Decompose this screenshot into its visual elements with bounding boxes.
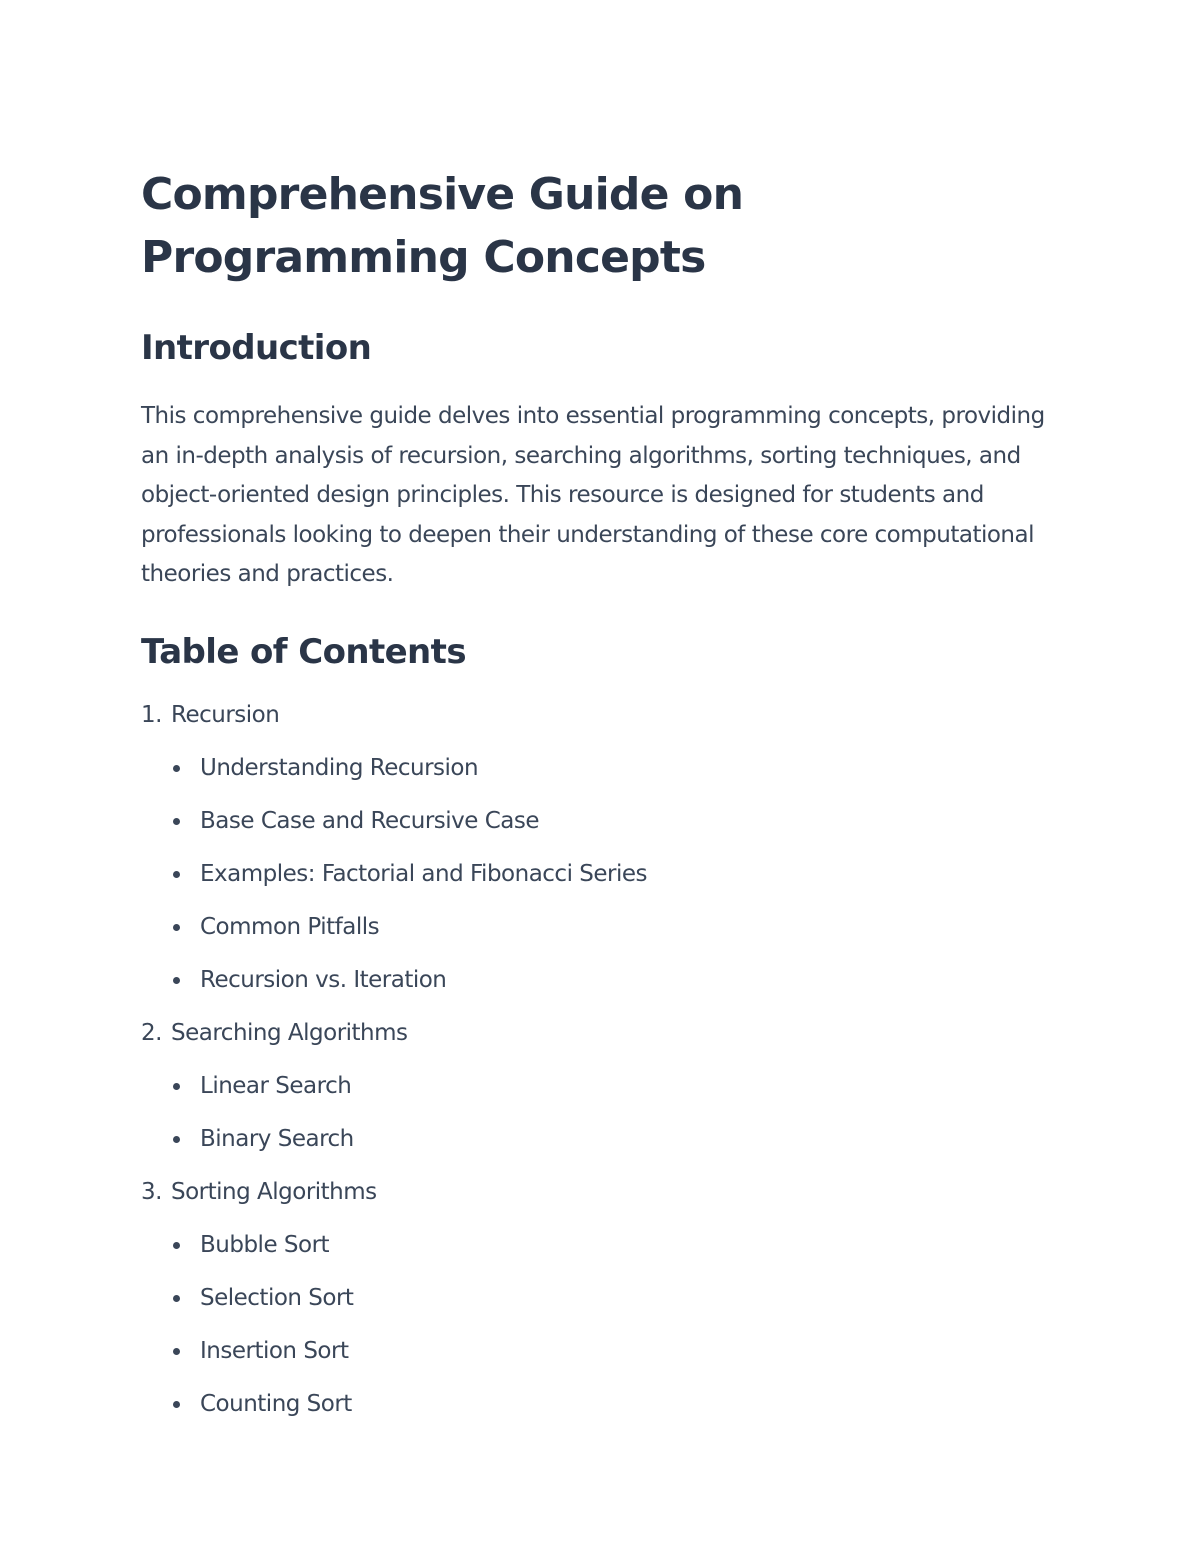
bullet-icon (173, 818, 180, 825)
toc-item (141, 1280, 1061, 1333)
toc-item-label: Recursion vs. Iteration (200, 966, 447, 993)
toc-item (141, 803, 1061, 856)
document-title: Comprehensive Guide on Programming Concepts (141, 169, 744, 283)
bullet-icon (173, 765, 180, 772)
toc-section-sorting-algorithms (141, 1174, 1061, 1439)
toc-section-recursion (141, 697, 1061, 1015)
toc-item-label: Understanding Recursion (200, 754, 479, 781)
bullet-icon (173, 1136, 180, 1143)
toc-item-label: Insertion Sort (200, 1337, 349, 1364)
document-page (141, 163, 1061, 1439)
toc-sublist (141, 1227, 1061, 1439)
toc-item (141, 909, 1061, 962)
toc-item-label: Selection Sort (200, 1284, 354, 1311)
toc-item-label: Binary Search (200, 1125, 354, 1152)
toc-section-title: Recursion (171, 701, 280, 728)
toc-item-label: Common Pitfalls (200, 913, 380, 940)
toc-item (141, 1121, 1061, 1174)
toc-section-searching-algorithms (141, 1015, 1061, 1174)
toc-item-label: Bubble Sort (200, 1231, 330, 1258)
toc-item-label: Examples: Factorial and Fibonacci Series (200, 860, 648, 887)
toc-section-number: 1. (141, 701, 162, 728)
toc-item (141, 1333, 1061, 1386)
table-of-contents-heading: Table of Contents (141, 631, 466, 672)
bullet-icon (173, 924, 180, 931)
toc-item (141, 1386, 1061, 1439)
bullet-icon (173, 1083, 180, 1090)
bullet-icon (173, 977, 180, 984)
toc-sublist (141, 750, 1061, 1015)
toc-item-label: Counting Sort (200, 1390, 352, 1417)
toc-section-title: Sorting Algorithms (171, 1178, 377, 1205)
toc-item (141, 750, 1061, 803)
bullet-icon (173, 1242, 180, 1249)
bullet-icon (173, 1348, 180, 1355)
toc-item (141, 1227, 1061, 1280)
toc-section-label (141, 1174, 1061, 1227)
toc-section-label (141, 697, 1061, 750)
toc-section-title: Searching Algorithms (171, 1019, 408, 1046)
table-of-contents (141, 697, 1061, 1439)
introduction-heading: Introduction (141, 328, 372, 368)
bullet-icon (173, 1295, 180, 1302)
toc-sublist (141, 1068, 1061, 1174)
toc-item-label: Linear Search (200, 1072, 352, 1099)
toc-item-label: Base Case and Recursive Case (200, 807, 540, 834)
bullet-icon (173, 871, 180, 878)
bullet-icon (173, 1401, 180, 1408)
toc-item (141, 1068, 1061, 1121)
toc-item (141, 962, 1061, 1015)
toc-section-number: 3. (141, 1178, 162, 1205)
toc-section-label (141, 1015, 1061, 1068)
toc-item (141, 856, 1061, 909)
introduction-paragraph: This comprehensive guide delves into essential programming concepts, providing an in-depth analysis of recursion, searching algorithms, sorting techniques, and object-oriented design principles. This resource is designed for students and professionals looking to deepen their understanding of these core computational theories and practices. (141, 403, 1045, 587)
toc-section-number: 2. (141, 1019, 162, 1046)
